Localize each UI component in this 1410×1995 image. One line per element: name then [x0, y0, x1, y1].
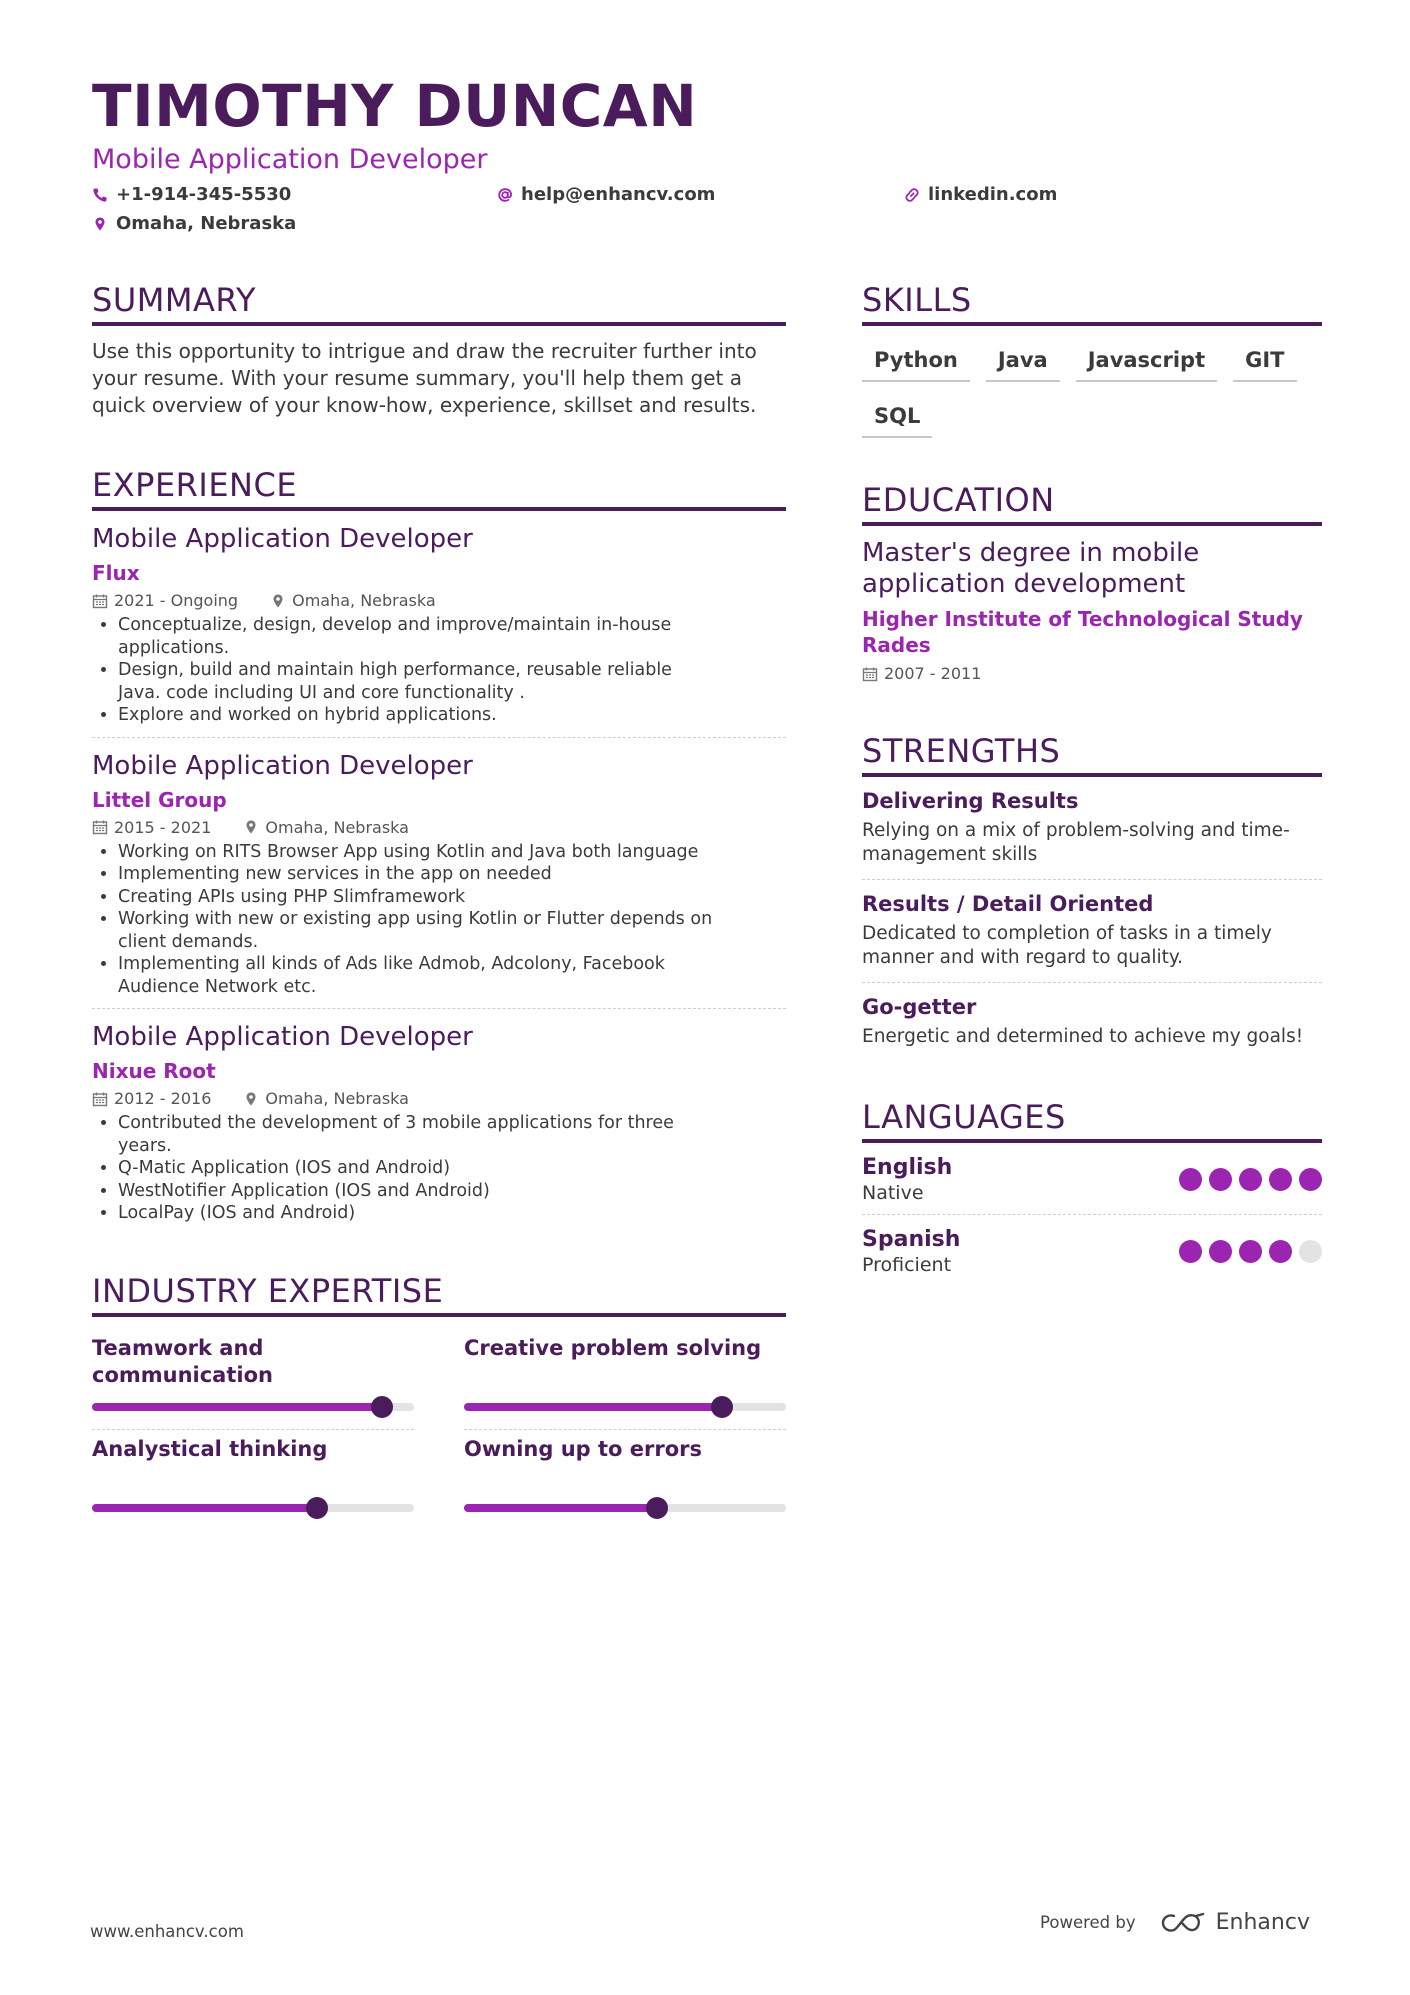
languages-section — [862, 1097, 1322, 1286]
job-bullet: • LocalPay (IOS and Android) — [118, 1202, 786, 1225]
strengths-heading: STRENGTHS — [862, 731, 1322, 777]
skill-tag: Python — [862, 340, 970, 382]
expertise-slider-knob — [371, 1396, 393, 1418]
brand-logo[interactable] — [1160, 1910, 1310, 1935]
strength-title: Go-getter — [862, 995, 977, 1019]
skill-tag: Javascript — [1076, 340, 1217, 382]
job-entry — [92, 511, 786, 738]
skills-heading: SKILLS — [862, 280, 1322, 326]
language-item — [862, 1215, 1322, 1286]
language-rating — [1179, 1240, 1322, 1263]
footer-website[interactable]: www.enhancv.com — [90, 1922, 244, 1941]
expertise-item — [464, 1430, 786, 1530]
job-bullets — [92, 614, 786, 727]
expertise-section — [92, 1271, 786, 1530]
expertise-slider — [92, 1504, 414, 1512]
strength-item — [862, 777, 1322, 880]
expertise-slider-fill — [464, 1504, 657, 1512]
summary-text: Use this opportunity to intrigue and draw the recruiter further into your resume. With your resume summary, you'll help them get a quick overview of your know-how, experience, skillset and results. — [92, 339, 757, 417]
strengths-section — [862, 731, 1322, 1061]
expertise-label: Teamwork and communication — [92, 1335, 273, 1387]
calendar-icon — [92, 1091, 108, 1107]
rating-dot — [1299, 1240, 1322, 1263]
job-meta — [92, 1089, 786, 1108]
job-bullet: • Implementing new services in the app on needed — [118, 863, 786, 886]
skills-section — [862, 280, 1322, 438]
summary-heading: SUMMARY — [92, 280, 786, 326]
job-bullet: • Implementing all kinds of Ads like Admob, Adcolony, Facebook Audience Network etc. — [118, 953, 786, 998]
rating-dot — [1239, 1168, 1262, 1191]
job-bullet: • Conceptualize, design, develop and improve/maintain in-house applications. — [118, 614, 786, 659]
expertise-slider-knob — [306, 1497, 328, 1519]
candidate-role: Mobile Application Developer — [92, 144, 488, 175]
job-title: Mobile Application Developer — [92, 1022, 473, 1052]
expertise-heading: INDUSTRY EXPERTISE — [92, 1271, 786, 1317]
rating-dot — [1269, 1240, 1292, 1263]
strength-desc: Energetic and determined to achieve my goals! — [862, 1026, 1304, 1047]
strength-title: Delivering Results — [862, 789, 1079, 813]
expertise-item — [464, 1329, 786, 1430]
job-meta — [92, 591, 786, 610]
contact-location — [92, 213, 296, 234]
email-text: help@enhancv.com — [521, 184, 716, 205]
link-icon — [904, 187, 920, 203]
language-level: Native — [862, 1182, 924, 1204]
strength-item — [862, 880, 1322, 983]
contact-email[interactable] — [497, 184, 715, 205]
language-item — [862, 1143, 1322, 1215]
expertise-label: Analystical thinking — [92, 1436, 328, 1461]
summary-section — [92, 280, 786, 419]
job-location: Omaha, Nebraska — [265, 1089, 409, 1108]
job-title: Mobile Application Developer — [92, 524, 473, 554]
job-bullet: • Explore and worked on hybrid applications. — [118, 704, 786, 727]
footer-branding — [1040, 1910, 1310, 1935]
strengths-list — [862, 777, 1322, 1061]
expertise-grid — [92, 1329, 786, 1530]
job-entry — [92, 1009, 786, 1235]
brand-name: Enhancv — [1215, 1910, 1310, 1935]
job-bullet: • Creating APIs using PHP Slimframework — [118, 886, 786, 909]
rating-dot — [1269, 1168, 1292, 1191]
language-rating — [1179, 1168, 1322, 1191]
education-heading: EDUCATION — [862, 480, 1322, 526]
experience-heading: EXPERIENCE — [92, 465, 786, 511]
location-pin-icon — [92, 216, 108, 232]
expertise-slider-fill — [92, 1403, 382, 1411]
rating-dot — [1179, 1168, 1202, 1191]
strength-desc: Dedicated to completion of tasks in a timely manner and with regard to quality. — [862, 923, 1272, 968]
job-title: Mobile Application Developer — [92, 750, 473, 781]
job-entry — [92, 738, 786, 1010]
skill-tag: Java — [986, 340, 1060, 382]
rating-dot — [1209, 1240, 1232, 1263]
location-text: Omaha, Nebraska — [116, 213, 297, 234]
rating-dot — [1179, 1240, 1202, 1263]
location-pin-icon — [270, 593, 286, 609]
job-bullets — [92, 1112, 786, 1225]
calendar-icon — [92, 593, 108, 609]
strength-item — [862, 983, 1322, 1061]
company-name: Flux — [92, 561, 140, 585]
at-icon — [497, 187, 513, 203]
expertise-slider-fill — [92, 1504, 317, 1512]
phone-text: +1-914-345-5530 — [116, 184, 292, 205]
job-bullets — [92, 841, 786, 999]
calendar-icon — [862, 666, 878, 682]
rating-dot — [1299, 1168, 1322, 1191]
rating-dot — [1239, 1240, 1262, 1263]
experience-section — [92, 465, 786, 1235]
skill-tag: SQL — [862, 396, 932, 438]
job-bullet: • Q-Matic Application (IOS and Android) — [118, 1157, 786, 1180]
languages-heading: LANGUAGES — [862, 1097, 1322, 1143]
job-meta — [92, 818, 786, 837]
enhancv-logo-icon — [1160, 1911, 1206, 1935]
company-name: Nixue Root — [92, 1059, 216, 1083]
expertise-label: Owning up to errors — [464, 1436, 703, 1461]
candidate-name: TIMOTHY DUNCAN — [92, 72, 698, 140]
expertise-item — [92, 1329, 414, 1430]
company-name: Littel Group — [92, 787, 227, 812]
education-dates: 2007 - 2011 — [884, 664, 982, 683]
expertise-slider — [464, 1504, 786, 1512]
location-pin-icon — [243, 819, 259, 835]
expertise-item — [92, 1430, 414, 1530]
language-info — [862, 1227, 960, 1276]
education-section — [862, 480, 1322, 683]
expertise-slider-knob — [646, 1497, 668, 1519]
job-bullet: • Working on RITS Browser App using Kotlin and Java both language — [118, 841, 786, 864]
skills-list — [862, 340, 1322, 438]
languages-list — [862, 1143, 1322, 1286]
job-location: Omaha, Nebraska — [292, 591, 436, 610]
language-level: Proficient — [862, 1254, 952, 1276]
language-name: English — [862, 1155, 953, 1180]
job-dates: 2012 - 2016 — [114, 1089, 212, 1108]
language-info — [862, 1155, 952, 1204]
expertise-label: Creative problem solving — [464, 1335, 762, 1360]
job-dates: 2015 - 2021 — [114, 817, 212, 837]
education-meta — [862, 664, 1322, 683]
job-dates: 2021 - Ongoing — [114, 591, 239, 610]
phone-icon — [92, 187, 108, 203]
location-pin-icon — [243, 1091, 259, 1107]
job-bullet: • Contributed the development of 3 mobile applications for three years. — [118, 1112, 786, 1157]
rating-dot — [1209, 1168, 1232, 1191]
contact-linkedin[interactable] — [904, 184, 1057, 205]
education-school: Higher Institute of Technological Study Rades — [862, 607, 1303, 657]
expertise-slider-fill — [464, 1403, 722, 1411]
job-bullet: • Design, build and maintain high performance, reusable reliable Java. code including UI and core functionality . — [118, 659, 786, 704]
strength-desc: Relying on a mix of problem-solving and time-management skills — [862, 820, 1290, 865]
powered-by-label: Powered by — [1040, 1913, 1136, 1932]
left-column — [92, 280, 786, 1530]
skill-tag: GIT — [1233, 340, 1296, 382]
expertise-slider-knob — [711, 1396, 733, 1418]
jobs-list — [92, 511, 786, 1235]
expertise-slider — [464, 1403, 786, 1411]
contact-phone[interactable] — [92, 184, 291, 205]
language-name: Spanish — [862, 1227, 961, 1252]
job-location: Omaha, Nebraska — [265, 817, 409, 837]
education-degree: Master's degree in mobile application development — [862, 538, 1200, 599]
job-bullet: • WestNotifier Application (IOS and Android) — [118, 1180, 786, 1203]
calendar-icon — [92, 819, 108, 835]
right-column — [862, 280, 1322, 1286]
job-bullet: • Working with new or existing app using Kotlin or Flutter depends on client demands. — [118, 908, 786, 953]
linkedin-text: linkedin.com — [928, 184, 1058, 205]
strength-title: Results / Detail Oriented — [862, 892, 1154, 916]
expertise-slider — [92, 1403, 414, 1411]
